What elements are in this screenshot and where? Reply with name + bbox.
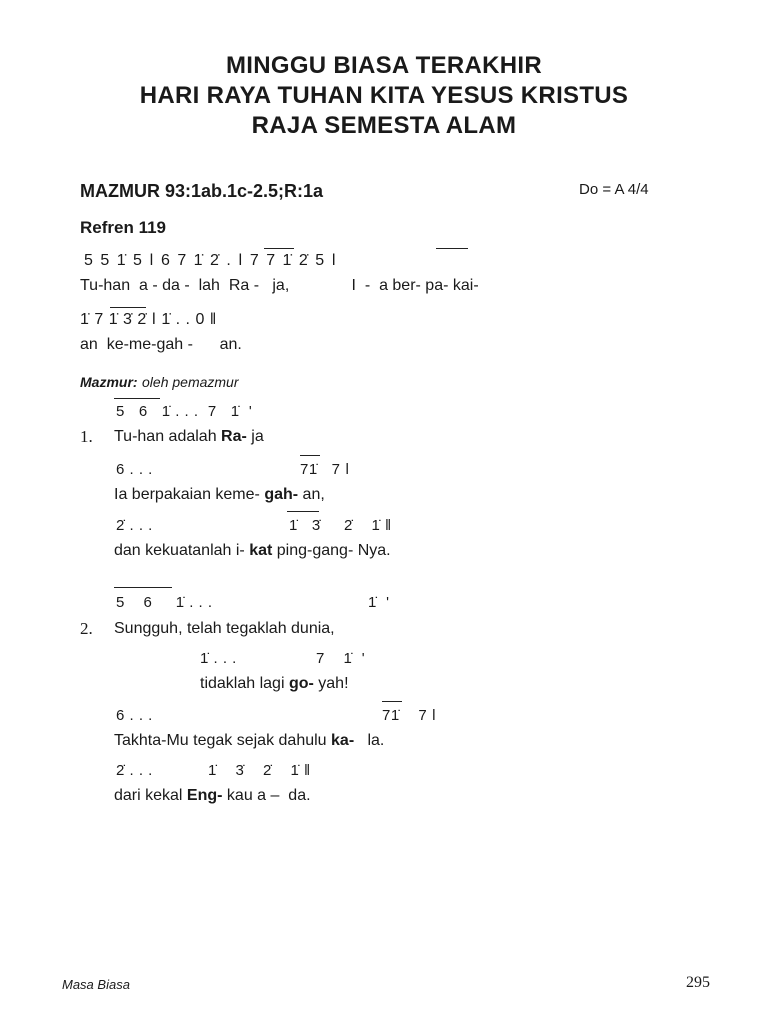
verse-1-cadence-notes-c: 1̇ 3̇ 2̇ 1̇ ǁ	[289, 517, 392, 534]
refrain-label: Refren 119	[80, 218, 166, 237]
lyric-text: Takhta-Mu tegak sejak dahulu	[114, 732, 332, 749]
stressed-syllable: kat	[249, 542, 273, 559]
stressed-syllable: Eng-	[186, 787, 223, 804]
lyric-text: tidaklah lagi	[200, 675, 289, 692]
lyric-text: Tu-han adalah	[114, 428, 222, 445]
lyric-text: ping-gang- Nya.	[272, 542, 391, 559]
verse-2-recitation-note-d: 2̇ . . .	[116, 762, 153, 779]
verse-1-recitation-note-b: 6 . . .	[116, 461, 153, 478]
verse-2-lyric-b	[200, 675, 349, 693]
refrain-notes-line-1: 5 5 1̇ 5 ǀ 6 7 1̇ 2̇ . ǀ 7 7 1̇ 2̇ 5 ǀ	[84, 252, 337, 269]
refrain-notes-line-2: 1̇ 7 1̇ 3̇ 2̇ ǀ 1̇ . . 0 ǁ	[80, 311, 217, 328]
lyric-text: dan kekuatanlah i-	[114, 542, 250, 559]
beam-line	[114, 398, 160, 399]
verse-1-notes-a: 5 6 1̇ . . . 7 1̇ '	[116, 403, 253, 420]
lyric-text: kau a – da.	[222, 787, 311, 804]
lyric-text: an,	[298, 486, 325, 503]
page-title-line-3: RAJA SEMESTA ALAM	[251, 112, 517, 139]
verse-1-lyric-b	[114, 486, 325, 504]
refrain-lyric-line-2: an ke-me-gah - an.	[80, 336, 242, 353]
beam-line	[264, 248, 294, 249]
page-number: 295	[686, 974, 710, 991]
footer-section-name: Masa Biasa	[62, 977, 130, 992]
stressed-syllable: ka-	[331, 732, 355, 749]
page-title-line-2: HARI RAYA TUHAN KITA YESUS KRISTUS	[139, 82, 629, 109]
beam-line	[436, 248, 468, 249]
verse-1-cadence-notes-b: 71̇ 7 ǀ	[300, 461, 350, 478]
mazmur-label: Mazmur:	[80, 374, 138, 390]
verse-1-number: 1.	[80, 427, 93, 446]
stressed-syllable: Ra-	[221, 428, 247, 445]
lyric-text: la.	[354, 732, 385, 749]
verse-2-lyric-c	[114, 732, 384, 750]
verse-2-recitation-note-b: 1̇ . . .	[200, 650, 237, 667]
beam-line	[110, 307, 146, 308]
verse-2-cadence-notes-a: 1̇ '	[368, 594, 390, 611]
mazmur-intro	[80, 374, 239, 392]
lyric-text: yah!	[313, 675, 349, 692]
verse-2-lyric-d	[114, 787, 311, 805]
stressed-syllable: go-	[288, 675, 314, 692]
verse-2-lyric-a: Sungguh, telah tegaklah dunia,	[114, 620, 335, 637]
verse-1-lyric-a	[114, 428, 264, 446]
verse-1-lyric-c	[114, 542, 391, 560]
psalm-reference: MAZMUR 93:1ab.1c-2.5;R:1a	[80, 181, 324, 201]
lyric-text: dari kekal	[114, 787, 187, 804]
verse-2-number: 2.	[80, 619, 93, 638]
beam-line	[287, 511, 319, 512]
lyric-text: Ia berpakaian keme-	[114, 486, 265, 503]
lyric-text: ja	[246, 428, 264, 445]
beam-line	[114, 587, 172, 588]
verse-1-recitation-note-c: 2̇ . . .	[116, 517, 153, 534]
verse-2-cadence-notes-d: 1̇ 3̇ 2̇ 1̇ ǁ	[208, 762, 311, 779]
verse-2-cadence-notes-c: 71̇ 7 ǀ	[382, 707, 437, 724]
verse-2-cadence-notes-b: 7 1̇ '	[316, 650, 366, 667]
key-signature: Do = A 4/4	[579, 181, 649, 198]
verse-2-recitation-note-c: 6 . . .	[116, 707, 153, 724]
stressed-syllable: gah-	[264, 486, 299, 503]
verse-2-notes-a: 5 6 1̇ . . .	[116, 594, 213, 611]
beam-line	[300, 455, 320, 456]
mazmur-performer: oleh pemazmur	[142, 374, 239, 390]
beam-line	[382, 701, 402, 702]
refrain-lyric-line-1: Tu-han a - da - lah Ra - ja, I - a ber- pa- kai-	[80, 277, 479, 294]
page-title-line-1: MINGGU BIASA TERAKHIR	[225, 52, 543, 79]
